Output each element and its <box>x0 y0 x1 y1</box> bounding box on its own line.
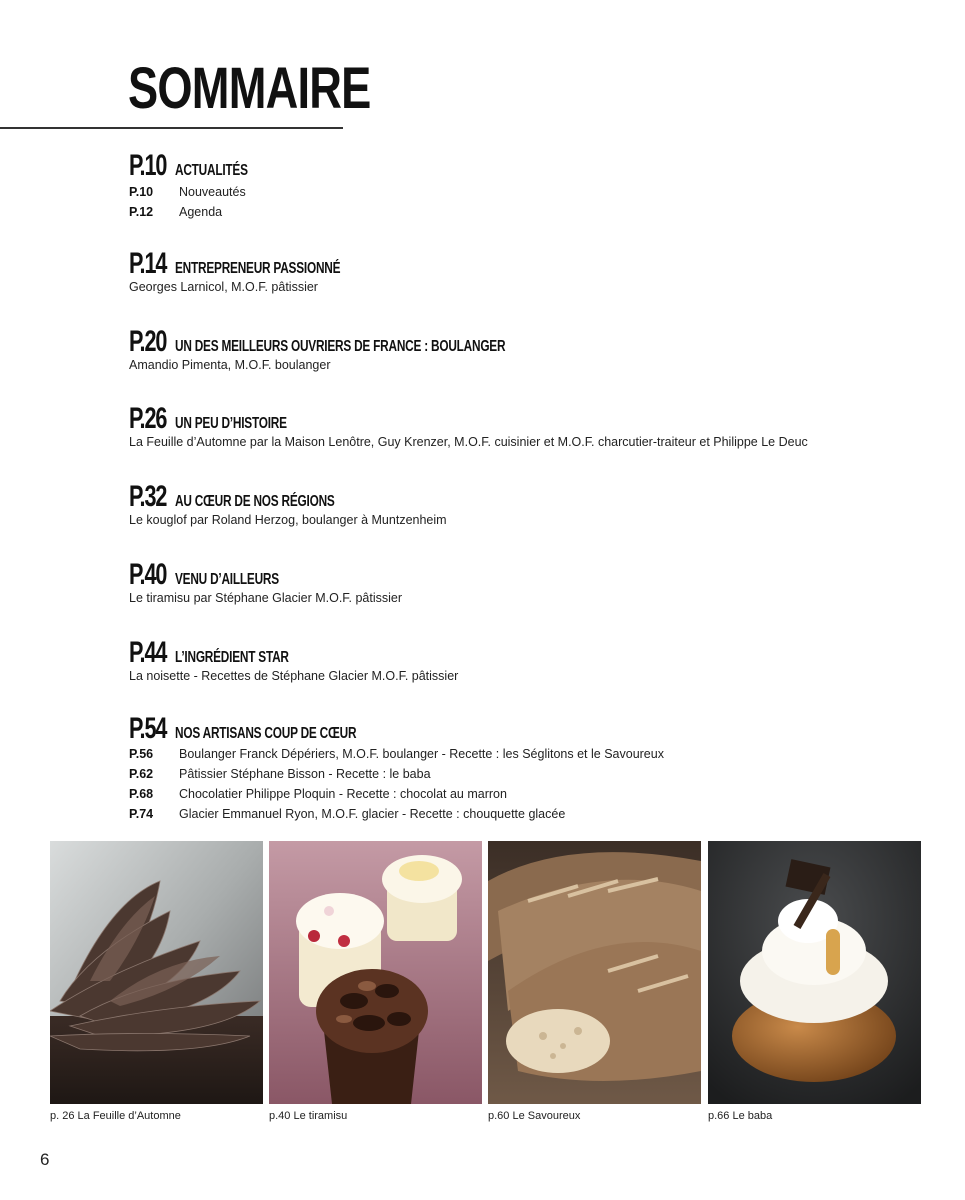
photo-strip <box>50 841 922 1105</box>
photo-caption: p.40 Le tiramisu <box>269 1110 348 1122</box>
section-heading <box>129 712 929 745</box>
toc-item <box>129 182 929 202</box>
section-title: L’INGRÉDIENT STAR <box>175 649 289 666</box>
section-page-number: P.26 <box>129 402 167 435</box>
photo-caption: p.66 Le baba <box>708 1110 773 1122</box>
toc-item <box>129 744 929 764</box>
section-page-number: P.40 <box>129 558 167 591</box>
bread-loaves-photo <box>488 841 701 1104</box>
section-title: ACTUALITÉS <box>175 162 248 179</box>
section-title: VENU D’AILLEURS <box>175 571 279 588</box>
section-page-number: P.10 <box>129 149 167 182</box>
item-text: Boulanger Franck Dépériers, M.O.F. boulanger - Recette : les Séglitons et le Savoureux <box>179 747 664 761</box>
section-title: AU CŒUR DE NOS RÉGIONS <box>175 493 335 510</box>
item-text: Glacier Emmanuel Ryon, M.O.F. glacier - Recette : chouquette glacée <box>179 807 566 821</box>
item-text: Pâtissier Stéphane Bisson - Recette : le baba <box>179 767 431 781</box>
section-heading <box>129 558 929 591</box>
section-heading <box>129 636 929 669</box>
item-text: Agenda <box>179 205 223 219</box>
toc-section-regions <box>129 480 929 527</box>
toc-item <box>129 784 929 804</box>
section-title: ENTREPRENEUR PASSIONNÉ <box>175 260 341 277</box>
section-heading <box>129 247 929 280</box>
item-page-number: P.56 <box>129 747 154 761</box>
toc-section-ingredient <box>129 636 929 683</box>
toc-section-artisans <box>129 712 929 824</box>
section-page-number: P.44 <box>129 636 167 669</box>
section-title: UN DES MEILLEURS OUVRIERS DE FRANCE : BOULANGER <box>175 338 506 355</box>
item-page-number: P.68 <box>129 787 154 801</box>
section-heading <box>129 480 929 513</box>
section-page-number: P.14 <box>129 247 167 280</box>
title-underline <box>0 127 343 129</box>
section-subtitle: Amandio Pimenta, M.O.F. boulanger <box>129 358 331 372</box>
toc-section-actualites <box>129 149 929 222</box>
toc-section-ailleurs <box>129 558 929 605</box>
section-title: NOS ARTISANS COUP DE CŒUR <box>175 725 357 742</box>
item-page-number: P.62 <box>129 767 154 781</box>
toc-item <box>129 804 929 824</box>
photo-caption: p. 26 La Feuille d’Automne <box>50 1110 181 1122</box>
toc-item <box>129 202 929 222</box>
item-page-number: P.74 <box>129 807 154 821</box>
item-text: Chocolatier Philippe Ploquin - Recette : chocolat au marron <box>179 787 507 801</box>
toc-item <box>129 764 929 784</box>
toc-section-entrepreneur <box>129 247 929 294</box>
item-text: Nouveautés <box>179 185 246 199</box>
page-number: 6 <box>40 1150 50 1169</box>
section-subtitle: La noisette - Recettes de Stéphane Glacier M.O.F. pâtissier <box>129 669 459 683</box>
baba-cake-photo <box>708 841 921 1104</box>
section-title: UN PEU D’HISTOIRE <box>175 415 287 432</box>
section-page-number: P.32 <box>129 480 167 513</box>
section-page-number: P.20 <box>129 325 167 358</box>
item-page-number: P.10 <box>129 185 154 199</box>
toc-section-histoire <box>129 402 929 449</box>
photo-caption: p.60 Le Savoureux <box>488 1110 581 1122</box>
section-subtitle: La Feuille d’Automne par la Maison Lenôtre, Guy Krenzer, M.O.F. cuisinier et M.O.F. charcutier-traiteur et Philippe Le Deuc <box>129 435 808 449</box>
page-title: SOMMAIRE <box>128 56 371 121</box>
item-page-number: P.12 <box>129 205 154 219</box>
chocolate-leaf-dessert-photo <box>50 841 263 1104</box>
tiramisu-cups-photo <box>269 841 482 1104</box>
section-heading <box>129 325 929 358</box>
section-subtitle: Le tiramisu par Stéphane Glacier M.O.F. pâtissier <box>129 591 403 605</box>
toc-section-mof-boulanger <box>129 325 929 372</box>
section-heading <box>129 149 929 182</box>
section-subtitle: Georges Larnicol, M.O.F. pâtissier <box>129 280 318 294</box>
section-page-number: P.54 <box>129 712 167 745</box>
section-heading <box>129 402 929 435</box>
section-subtitle: Le kouglof par Roland Herzog, boulanger à Muntzenheim <box>129 513 447 527</box>
